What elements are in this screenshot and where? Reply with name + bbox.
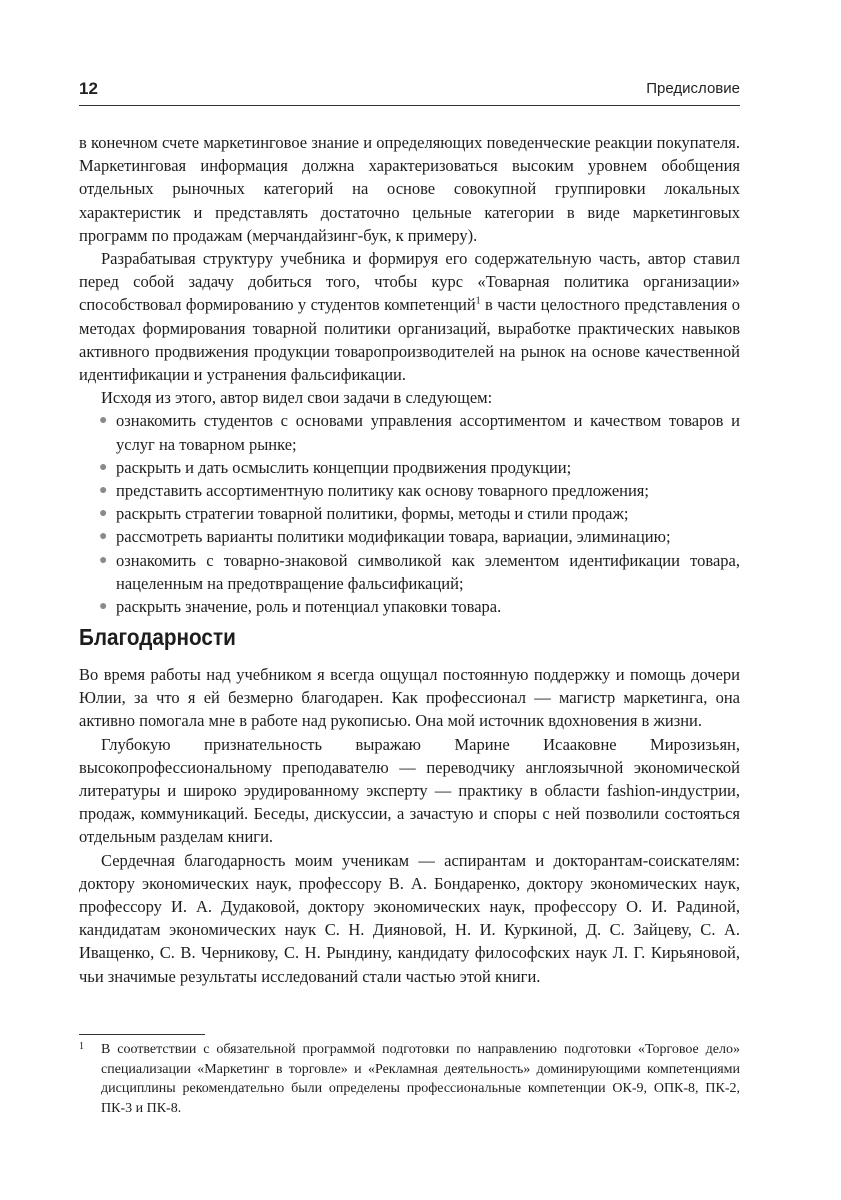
bullet-icon: ● — [99, 459, 108, 475]
footnote — [79, 1040, 740, 1118]
bullet-icon: ● — [99, 483, 108, 499]
acknowledgements-text — [79, 663, 740, 988]
list-item — [79, 502, 740, 525]
list-item-text: раскрыть стратегии товарной политики, формы, методы и стили продаж; — [116, 504, 629, 524]
list-item-text: ознакомить студентов с основами управления ассортиментом и качеством товаров и услуг на товарном рынке; — [116, 411, 740, 454]
footnote-rule — [79, 1034, 205, 1035]
intro-paragraph-3: Исходя из этого, автор видел свои задачи в следующем: — [101, 388, 493, 408]
list-item — [79, 525, 740, 548]
section-title: Благодарности — [79, 624, 236, 650]
list-item — [79, 549, 740, 595]
footnote-reference[interactable]: 1 — [475, 295, 481, 307]
intro-text — [79, 131, 740, 618]
intro-paragraph-2-text-b: в части целостного представления о методах формирования товарной политики организаций, выработке практических навыков активного продвижения продукции товаропроизводителей на рынок на основе качественной идентификации и устранения фальсификации. — [79, 295, 740, 385]
acknowledgements-paragraph-3: Сердечная благодарность моим ученикам — аспирантам и докторантам-соискателям: доктору экономических наук, профессору В. А. Бондаренко, доктору экономических наук, профессору И. А. Дудаковой, доктору экономических наук, профессору О. И. Радиной, кандидатам экономических наук С. Н. Дияновой, Н. И. Куркиной, Д. С. Зайцеву, С. А. Иващенко, С. В. Черникову, С. Н. Рындину, кандидату философских наук Л. Г. Кирьяновой, чьи значимые результаты исследований стали частью этой книги. — [79, 850, 740, 986]
bullet-icon: ● — [99, 506, 108, 522]
task-list — [79, 409, 740, 618]
list-item-text: представить ассортиментную политику как основу товарного предложения; — [116, 481, 649, 501]
intro-paragraph-2 — [79, 247, 740, 386]
bullet-icon: ● — [99, 529, 108, 545]
bullet-icon: ● — [99, 599, 108, 615]
intro-paragraph-2-text-a: Разрабатывая структуру учебника и формируя его содержательную часть, автор ставил перед собой задачу добиться того, чтобы курс «Товарная политика организации» способствовал формированию у студентов компетенций — [79, 249, 740, 315]
intro-paragraph-1: в конечном счете маркетинговое знание и определяющих поведенческие реакции покупателя. Маркетинговая информация должна характеризоваться высоким уровнем обобщения отдельных рыночных категорий на основе совокупной группировки локальных характеристик и представлять достаточно цельные категории в виде маркетинговых программ по продажам (мерчандайзинг-бук, к примеру). — [79, 133, 740, 245]
running-head-section: Предисловие — [646, 80, 740, 97]
header-rule — [79, 105, 740, 106]
list-item — [79, 409, 740, 455]
list-item — [79, 479, 740, 502]
list-item-text: раскрыть значение, роль и потенциал упаковки товара. — [116, 597, 502, 617]
bullet-icon: ● — [99, 552, 108, 568]
running-head — [79, 77, 740, 101]
list-item-text: раскрыть и дать осмыслить концепции продвижения продукции; — [116, 457, 572, 477]
acknowledgements-paragraph-1: Во время работы над учебником я всегда ощущал постоянную поддержку и помощь дочери Юлии, за что я ей безмерно благодарен. Как профессионал — магистр маркетинга, она активно помогала мне в работе над рукописью. Она мой источник вдохновения в жизни. — [79, 665, 740, 731]
list-item — [79, 595, 740, 618]
list-item — [79, 456, 740, 479]
list-item-text: ознакомить с товарно-знаковой символикой как элементом идентификации товара, нацеленным на предотвращение фальсификаций; — [116, 550, 740, 593]
footnote-mark: 1 — [79, 1041, 84, 1052]
footnote-text: В соответствии с обязательной программой подготовки по направлению подготовки «Торговое дело» специализации «Маркетинг в торговле» и «Рекламная деятельность» доминирующими компетенциями дисциплины рекомендательно были определены профессиональные компетенции ОК-9, ОПК-8, ПК-2, ПК-3 и ПК-8. — [101, 1042, 740, 1116]
acknowledgements-paragraph-2: Глубокую признательность выражаю Марине Исааковне Мирозизьян, высокопрофессиональному преподавателю — переводчику англоязычной экономической литературы и широко эрудированному эксперту — практику в области fashion-индустрии, продаж, коммуникаций. Беседы, дискуссии, а зачастую и споры с ней позволили состояться отдельным разделам книги. — [79, 734, 740, 847]
list-item-text: рассмотреть варианты политики модификации товара, вариации, элиминацию; — [116, 527, 671, 547]
bullet-icon: ● — [99, 413, 108, 429]
page-number: 12 — [79, 79, 98, 98]
